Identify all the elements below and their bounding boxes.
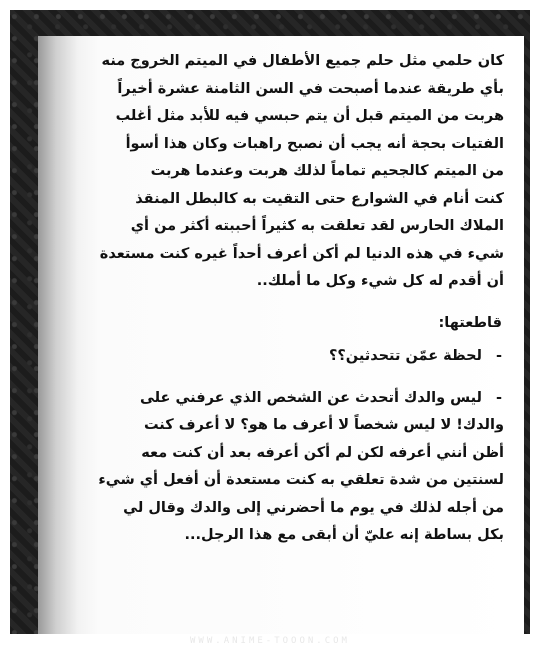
page-text <box>59 48 504 550</box>
paragraph-line: كان حلمي مثل حلم جميع الأطفال في الميتم الخروج منه <box>101 53 504 69</box>
answer-line: أظن أنني أعرفه لكن لم أكن أعرفه بعد أن كنت معه <box>141 444 504 461</box>
answer-line: بكل بساطة إنه عليّ أن أبقى مع هذا الرجل... <box>184 527 504 543</box>
paragraph-line: الفتيات بحجة أنه يجب أن نصبح راهبات وكان هذا أسوأ <box>125 135 504 152</box>
book-page <box>38 36 524 634</box>
paragraph-line: أن أقدم له كل شيء وكل ما أملك.. <box>256 273 504 289</box>
paragraph-line: بأي طريقة عندما أصبحت في السن الثامنة عشرة أخيراً <box>117 80 504 97</box>
answer-text: ليس والدك أتحدث عن الشخص الذي عرفني على <box>139 389 482 406</box>
decorative-frame <box>10 10 530 646</box>
answer-line: والدك! لا ليس شخصاً لا أعرف ما هو؟ لا أعرف كنت <box>143 417 504 433</box>
answer-line: لسنتين من شدة تعلقي به كنت مستعدة أن أفعل أي شيء <box>98 472 504 488</box>
dialogue-dash: - <box>495 348 502 364</box>
question-text: لحظة عمّن تتحدثين؟؟ <box>328 348 482 364</box>
paragraph-line: من الميتم كالجحيم تماماً لذلك هربت وعندما هربت <box>150 163 504 179</box>
dialogue-dash: - <box>495 389 502 406</box>
answer-line: من أجله لذلك في يوم ما أحضرني إلى والدك وقال لي <box>123 499 504 516</box>
answer-block <box>59 385 504 550</box>
story-paragraph <box>59 48 504 296</box>
paragraph-line: هربت من الميتم قبل أن يتم حبسي فيه للأبد مثل أغلب <box>115 108 504 124</box>
answer-first-line <box>59 385 504 413</box>
dialogue-heading: قاطعتها: <box>438 314 502 331</box>
paragraph-line: الملاك الحارس لقد تعلقت به كثيراً أحببته أكثر من أي <box>130 218 504 234</box>
watermark: WWW.ANIME-TOOON.COM <box>190 636 350 646</box>
question-line <box>59 343 504 371</box>
paragraph-line: كنت أنام في الشوارع حتى التقيت به كالبطل المنقذ <box>135 190 504 207</box>
paragraph-line: شيء في هذه الدنيا لم أكن أعرف أحداً غيره كنت مستعدة <box>99 245 504 262</box>
